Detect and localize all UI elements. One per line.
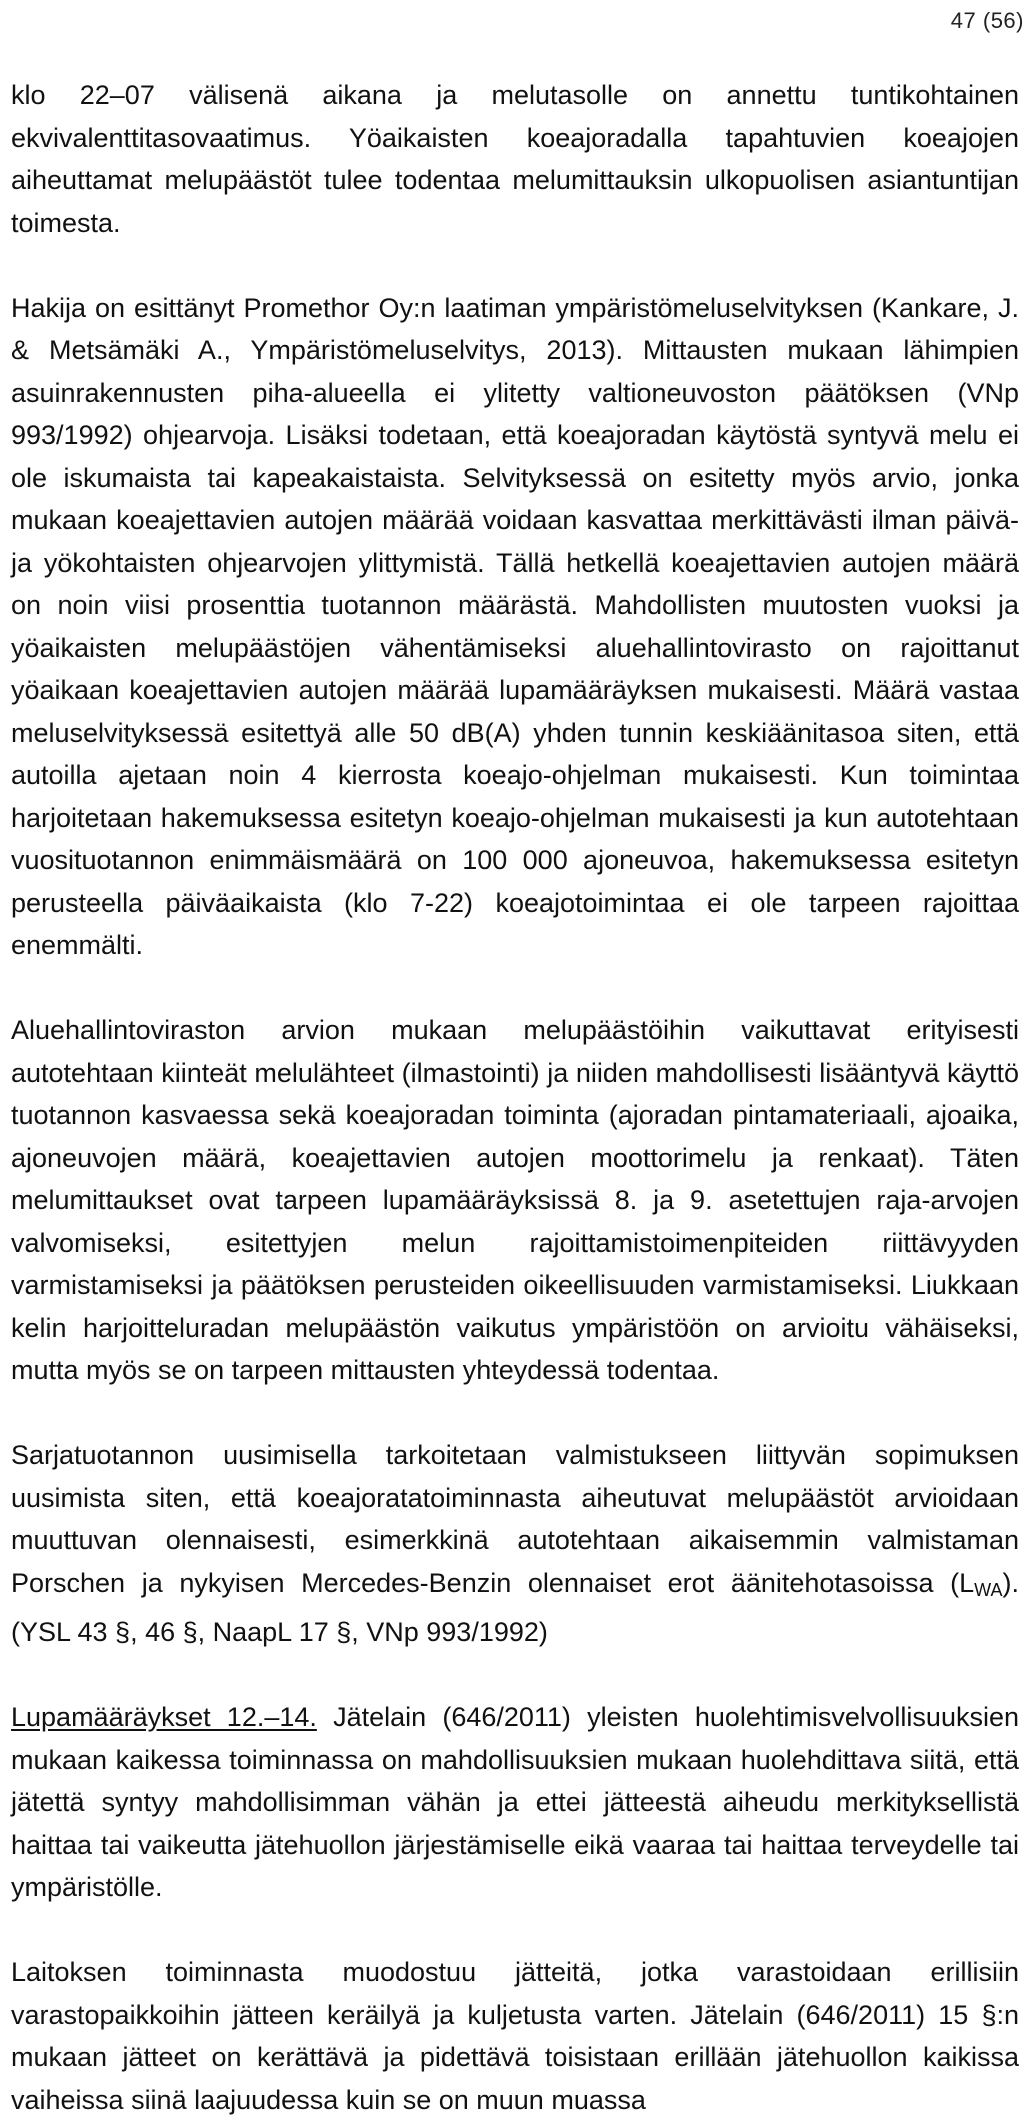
page-number: 47 (56) <box>950 8 1024 33</box>
paragraph-series-production-tail: ). (YSL 43 §, 46 §, NaapL 17 §, VNp 993/1992) <box>11 1567 1019 1647</box>
lwa-subscript: WA <box>974 1579 1003 1600</box>
regulations-heading: Lupamääräykset 12.–14. <box>11 1702 317 1732</box>
paragraph-noise-survey: Hakija on esittänyt Promethor Oy:n laatiman ympäristömeluselvityksen (Kankare, J. & Metsämäki A., Ympäristömeluselvitys, 2013). Mittausten mukaan lähimpien asuinrakennusten piha-alueella ei ylitetty valtioneuvoston päätöksen (VNp 993/1992) ohjearvoja. Lisäksi todetaan, että koeajoradan käytöstä syntyvä melu ei ole iskumaista tai kapeakaistaista. Selvityksessä on esitetty myös arvio, jonka mukaan koeajettavien autojen määrää voidaan kasvattaa merkittävästi ilman päivä- ja yökohtaisten ohjearvojen ylittymistä. Tällä hetkellä koeajettavien autojen määrä on noin viisi prosenttia tuotannon määrästä. Mahdollisten muutosten vuoksi ja yöaikaisten melupäästöjen vähentämiseksi aluehallintovirasto on rajoittanut yöaikaan koeajettavien autojen määrää lupamääräyksen mukaisesti. Määrä vastaa meluselvityksessä esitettyä alle 50 dB(A) yhden tunnin keskiäänitasoa siten, että autoilla ajetaan noin 4 kierrosta koeajo-ohjelman mukaisesti. Kun toimintaa harjoitetaan hakemuksessa esitetyn koeajo-ohjelman mukaisesti ja kun autotehtaan vuosituotannon enimmäismäärä on 100 000 ajoneuvoa, hakemuksessa esitetyn perusteella päiväaikaista (klo 7-22) koeajotoimintaa ei ole tarpeen rajoittaa enemmälti. <box>11 292 1019 960</box>
regulations-body: Jätelain (646/2011) yleisten huolehtimisvelvollisuuksien mukaan kaikessa toiminnassa on mahdollisuuksien mukaan huolehdittava siitä, että jätettä syntyy mahdollisimman vähän ja ettei jätteestä aiheudu merkityksellistä haittaa tai vaikeutta jätehuollon järjestämiselle eikä vaaraa tai haittaa terveydelle tai ympäristölle. <box>11 1702 1019 1902</box>
paragraph-waste-storage: Laitoksen toiminnasta muodostuu jätteitä, jotka varastoidaan erillisiin varastopaikkoihin jätteen keräilyä ja kuljetusta varten. Jätelain (646/2011) 15 §:n mukaan jätteet on kerättävä ja pidettävä toisistaan erillään jätehuollon kaikissa vaiheissa siinä laajuudessa kuin se on muun muassa <box>11 1957 1019 2115</box>
paragraph-series-production <box>11 1434 1019 1654</box>
paragraph-series-production-text: Sarjatuotannon uusimisella tarkoitetaan valmistukseen liittyvän sopimuksen uusimista siten, että koeajoratatoiminnasta aiheutuvat melupäästöt arvioidaan muuttuvan olennaisesti, esimerkkinä autotehtaan aikaisemmin valmistaman Porschen ja nykyisen Mercedes-Benzin olennaiset erot äänitehotasoissa (L <box>11 1440 1019 1598</box>
document-body <box>11 74 1019 2121</box>
paragraph-noise-measurements: Aluehallintoviraston arvion mukaan melupäästöihin vaikuttavat erityisesti autotehtaan kiinteät melulähteet (ilmastointi) ja niiden mahdollisesti lisääntyvä käyttö tuotannon kasvaessa sekä koeajoradan toiminta (ajoradan pintamateriaali, ajoaika, ajoneuvojen määrä, koeajettavien autojen moottorimelu ja renkaat). Täten melumittaukset ovat tarpeen lupamääräyksissä 8. ja 9. asetettujen raja-arvojen valvomiseksi, esitettyjen melun rajoittamistoimenpiteiden riittävyyden varmistamiseksi ja päätöksen perusteiden oikeellisuuden varmistamiseksi. Liukkaan kelin harjoitteluradan melupäästön vaikutus ympäristöön on arvioitu vähäiseksi, mutta myös se on tarpeen mittausten yhteydessä todentaa. <box>11 1015 1019 1385</box>
paragraph-noise-limits-night: klo 22–07 välisenä aikana ja melutasolle on annettu tuntikohtainen ekvivalenttitasovaatimus. Yöaikaisten koeajoradalla tapahtuvien koeajojen aiheuttamat melupäästöt tulee todentaa melumittauksin ulkopuolisen asiantuntijan toimesta. <box>11 80 1019 238</box>
paragraph-waste-regulations <box>11 1696 1019 1909</box>
